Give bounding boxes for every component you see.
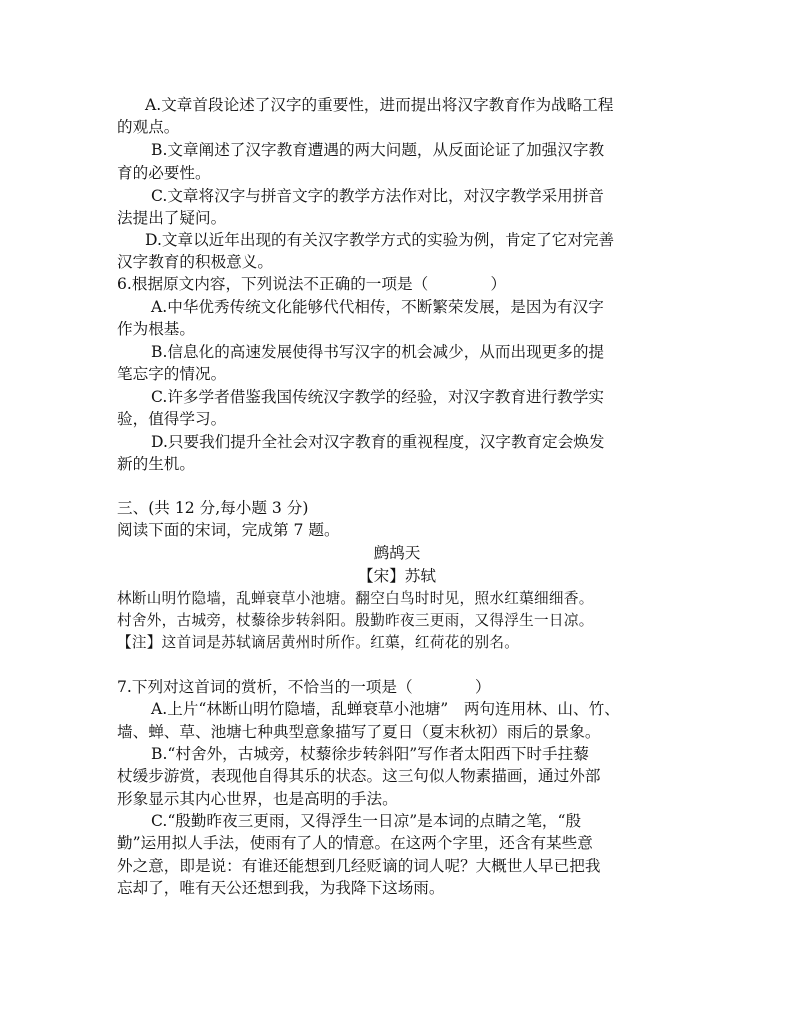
q6-option-c-line1: C.许多学者借鉴我国传统汉字教学的经验，对汉字教育进行教学实 bbox=[151, 388, 604, 406]
q7-option-b-line3: 形象显示其内心世界，也是高明的手法。 bbox=[117, 790, 398, 808]
section3-heading: 三、(共 12 分,每小题 3 分) bbox=[117, 499, 309, 517]
q6-option-a-line2: 作为根基。 bbox=[117, 320, 195, 338]
q7-option-c-line2: 勤”运用拟人手法，使雨有了人的情意。在这两个字里，还含有某些意 bbox=[117, 834, 593, 852]
q6-stem: 6.根据原文内容，下列说法不正确的一项是（ ） bbox=[117, 275, 507, 293]
q7-stem: 7.下列对这首词的赏析，不恰当的一项是（ ） bbox=[117, 678, 491, 696]
q7-option-c-line1: C.“殷勤昨夜三更雨，又得浮生一日凉”是本词的点睛之笔，“殷 bbox=[151, 812, 582, 830]
q6-option-b-line2: 笔忘字的情况。 bbox=[117, 365, 227, 383]
q5-option-a-line1: A.文章首段论述了汉字的重要性，进而提出将汉字教育作为战略工程 bbox=[145, 96, 614, 114]
q6-option-d-line2: 新的生机。 bbox=[117, 455, 195, 473]
q5-option-a-line2: 的观点。 bbox=[117, 118, 180, 136]
q5-option-d-line2: 汉字教育的积极意义。 bbox=[117, 253, 273, 271]
q5-option-c-line1: C.文章将汉字与拼音文字的教学方法作对比，对汉字教学采用拼音 bbox=[151, 187, 604, 205]
q7-option-b-line2: 杖缓步游赏，表现他自得其乐的状态。这三句似人物素描画，通过外部 bbox=[117, 767, 601, 785]
q6-option-b-line1: B.信息化的高速发展使得书写汉字的机会减少，从而出现更多的提 bbox=[151, 343, 605, 361]
q7-option-b-line1: B.“村舍外，古城旁，杖藜徐步转斜阳”写作者太阳西下时手拄藜 bbox=[151, 745, 589, 763]
poem-line-1: 林断山明竹隐墙，乱蝉衰草小池塘。翻空白鸟时时见，照水红蕖细细香。 bbox=[117, 590, 594, 607]
poem-note: 【注】这首词是苏轼谪居黄州时所作。红蕖，红荷花的别名。 bbox=[117, 634, 520, 651]
poem-line-2: 村舍外，古城旁，杖藜徐步转斜阳。殷勤昨夜三更雨，又得浮生一日凉。 bbox=[117, 612, 594, 629]
q7-option-c-line3: 外之意，即是说：有谁还能想到几经贬谪的词人呢？大概世人早已把我 bbox=[117, 857, 601, 875]
poem-title: 鹧鸪天 bbox=[373, 544, 421, 562]
q6-option-d-line1: D.只要我们提升全社会对汉字教育的重视程度，汉字教育定会焕发 bbox=[151, 433, 605, 451]
q5-option-c-line2: 法提出了疑问。 bbox=[117, 209, 227, 227]
q7-option-a-line1: A.上片“林断山明竹隐墙，乱蝉衰草小池塘” 两句连用林、山、竹、 bbox=[151, 700, 620, 718]
q6-option-a-line1: A.中华优秀传统文化能够代代相传，不断繁荣发展，是因为有汉字 bbox=[151, 298, 604, 316]
q5-option-b-line2: 育的必要性。 bbox=[117, 164, 211, 182]
poem-author: 【宋】苏轼 bbox=[358, 567, 436, 585]
q6-option-c-line2: 验，值得学习。 bbox=[117, 410, 227, 428]
q7-option-a-line2: 墙、蝉、草、池塘七种典型意象描写了夏日（夏末秋初）雨后的景象。 bbox=[117, 723, 601, 741]
q5-option-d-line1: D.文章以近年出现的有关汉字教学方式的实验为例，肯定了它对完善 bbox=[145, 231, 615, 249]
q7-option-c-line4: 忘却了，唯有天公还想到我，为我降下这场雨。 bbox=[117, 879, 445, 897]
section3-instruction: 阅读下面的宋词，完成第 7 题。 bbox=[117, 521, 340, 539]
q5-option-b-line1: B.文章阐述了汉字教育遭遇的两大问题，从反面论证了加强汉字教 bbox=[151, 141, 605, 159]
